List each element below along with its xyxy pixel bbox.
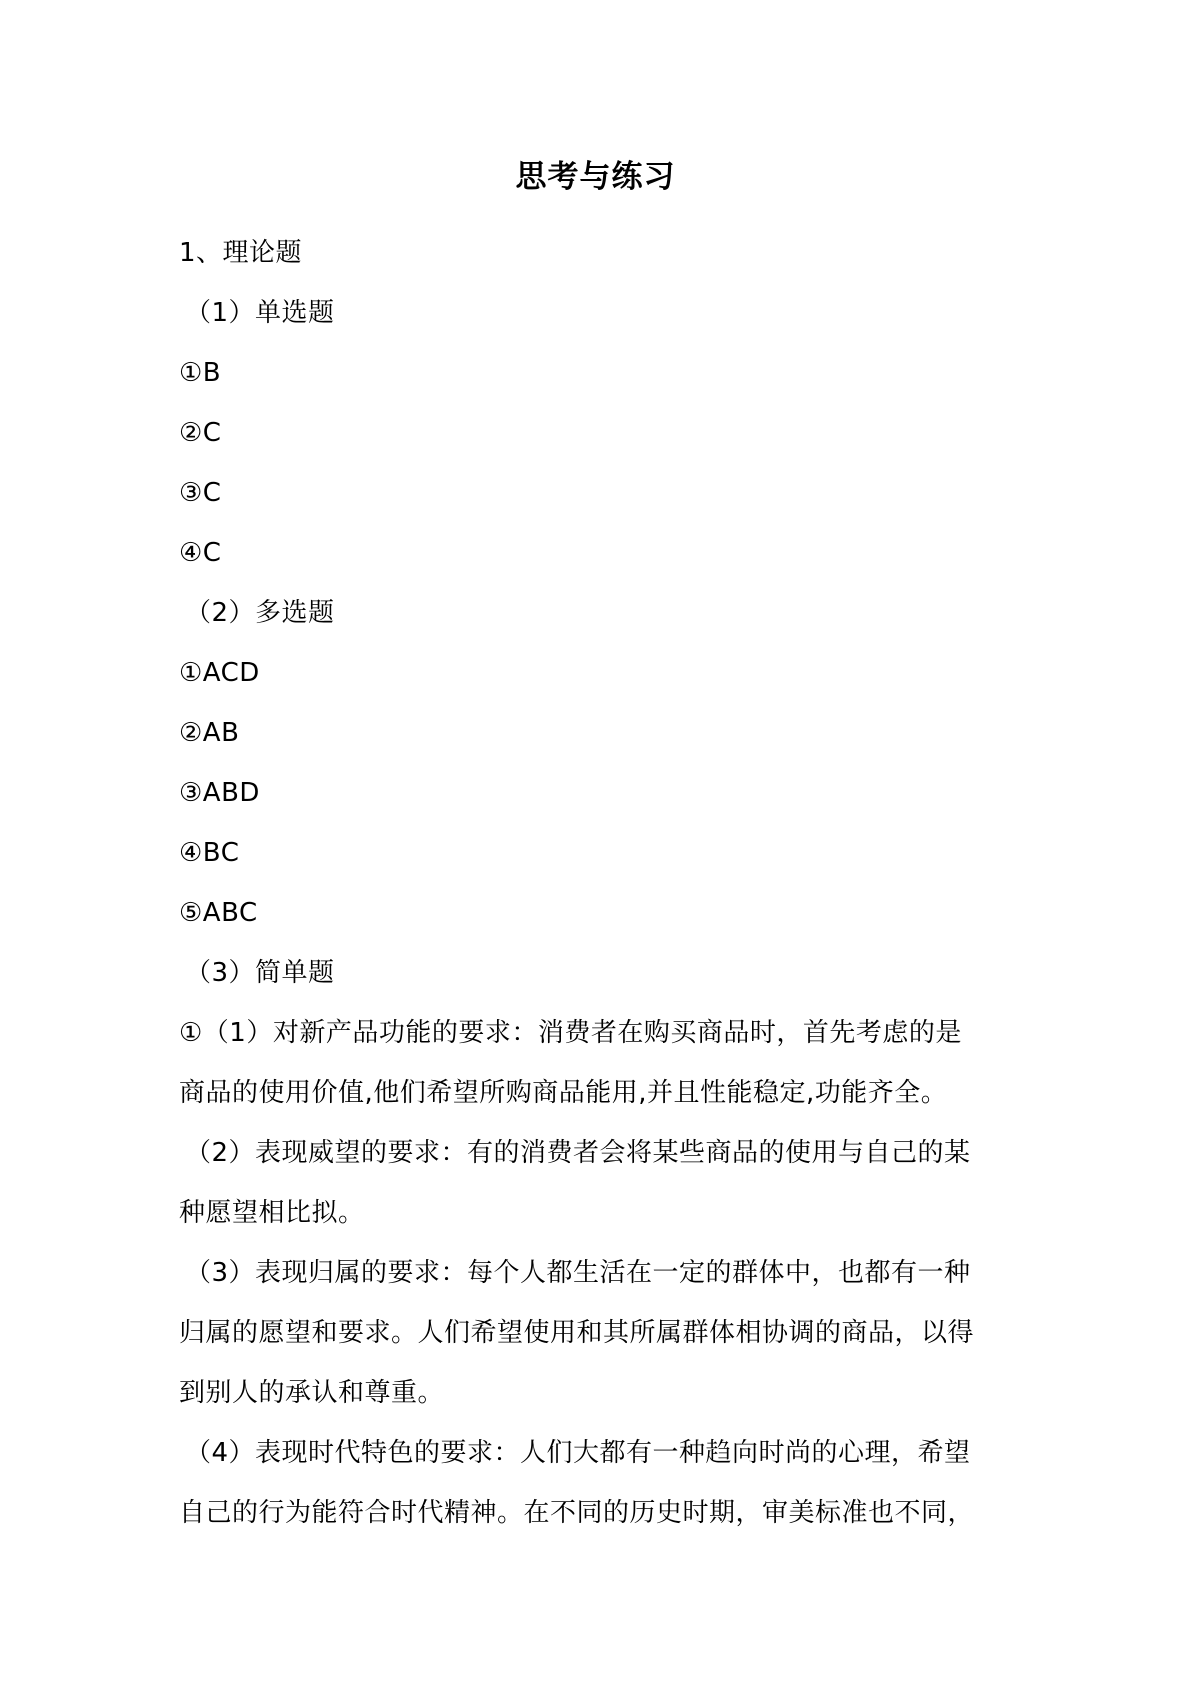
answer-line: ⑤ABC <box>179 898 258 928</box>
answer-line: ③C <box>179 478 222 508</box>
subsection-heading-single-choice: （1）单选题 <box>185 298 335 328</box>
answer-line: ③ABD <box>179 778 260 808</box>
answer-line: ②C <box>179 418 222 448</box>
paragraph-line: 归属的愿望和要求。人们希望使用和其所属群体相协调的商品，以得 <box>179 1318 975 1348</box>
subsection-heading-multiple-choice: （2）多选题 <box>185 598 335 628</box>
answer-line: ④C <box>179 538 222 568</box>
paragraph-line: （3）表现归属的要求：每个人都生活在一定的群体中，也都有一种 <box>185 1258 971 1288</box>
subsection-heading-short-answer: （3）简单题 <box>185 958 335 988</box>
paragraph-line: 种愿望相比拟。 <box>179 1198 365 1228</box>
paragraph-line: （2）表现威望的要求：有的消费者会将某些商品的使用与自己的某 <box>185 1138 971 1168</box>
answer-line: ②AB <box>179 718 240 748</box>
answer-line: ④BC <box>179 838 240 868</box>
section-heading-theory: 1、理论题 <box>179 238 303 268</box>
paragraph-line: 自己的行为能符合时代精神。在不同的历史时期，审美标准也不同， <box>179 1498 975 1528</box>
answer-line: ①ACD <box>179 658 260 688</box>
answer-line: ①B <box>179 358 222 388</box>
paragraph-line: ①（1）对新产品功能的要求：消费者在购买商品时，首先考虑的是 <box>179 1018 962 1048</box>
document-body <box>179 223 1019 1543</box>
paragraph-line: （4）表现时代特色的要求：人们大都有一种趋向时尚的心理，希望 <box>185 1438 971 1468</box>
paragraph-line: 商品的使用价值,他们希望所购商品能用,并且性能稳定,功能齐全。 <box>179 1078 948 1108</box>
page-title: 思考与练习 <box>515 159 676 195</box>
paragraph-line: 到别人的承认和尊重。 <box>179 1378 445 1408</box>
